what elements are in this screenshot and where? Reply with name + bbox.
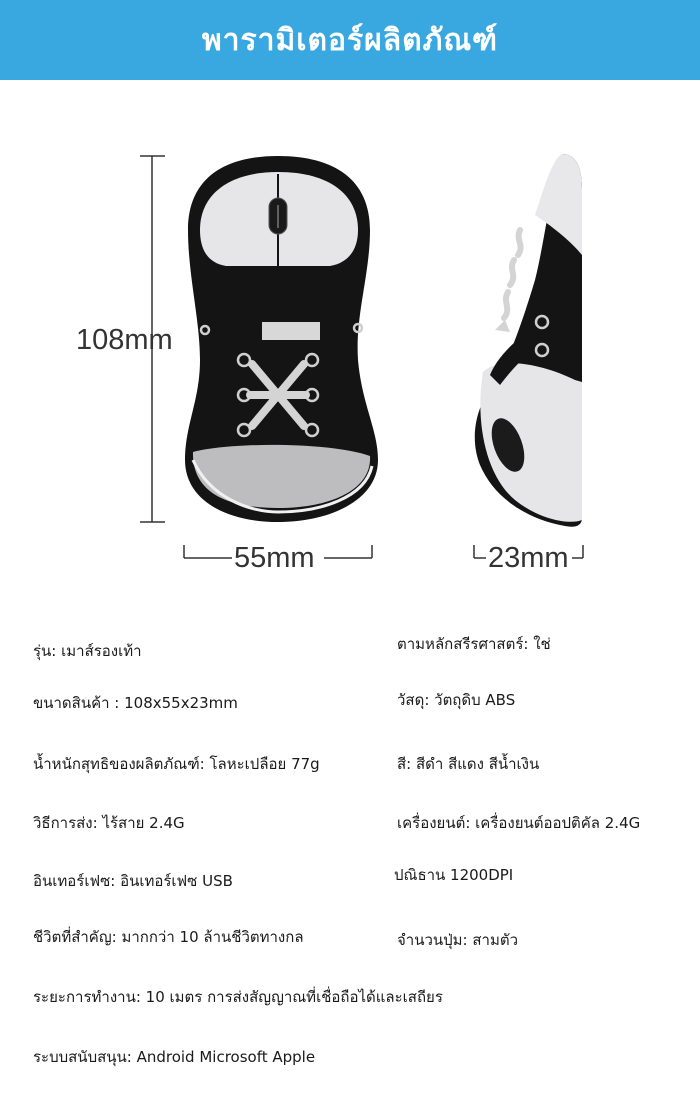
mouse-top-view (185, 156, 378, 522)
spec-engine: เครื่องยนต์: เครื่องยนต์ออปติคัล 2.4G (397, 814, 641, 832)
header-banner (0, 0, 700, 80)
product-dimension-figure (0, 80, 700, 600)
spec-model: รุ่น: เมาส์รองเท้า (33, 642, 142, 660)
width-label: 55mm (234, 542, 315, 574)
page-title: พารามิเตอร์ผลิตภัณฑ์ (201, 22, 499, 58)
spec-range: ระยะการทำงาน: 10 เมตร การส่งสัญญาณที่เชื่อถือได้และเสถียร (33, 988, 443, 1006)
spec-size: ขนาดสินค้า : 108x55x23mm (33, 694, 238, 712)
mouse-side-view (475, 154, 582, 527)
spec-net-weight: น้ำหนักสุทธิของผลิตภัณฑ์: โลหะเปลือย 77g (33, 755, 320, 773)
spec-material: วัสดุ: วัตถุดิบ ABS (397, 691, 516, 709)
depth-label: 23mm (488, 542, 569, 574)
spec-ergonomic: ตามหลักสรีรศาสตร์: ใช่ (397, 635, 551, 653)
spec-buttons: จำนวนปุ่ม: สามตัว (397, 931, 519, 949)
height-label: 108mm (76, 324, 173, 356)
spec-interface: อินเทอร์เฟซ: อินเทอร์เฟซ USB (33, 872, 233, 890)
spec-support: ระบบสนับสนุน: Android Microsoft Apple (33, 1048, 316, 1066)
spec-color: สี: สีดำ สีแดง สีน้ำเงิน (397, 755, 540, 773)
spec-key-life: ชีวิตที่สำคัญ: มากกว่า 10 ล้านชีวิตทางกล (33, 928, 304, 946)
spec-resolution: ปณิธาน 1200DPI (394, 866, 514, 884)
spec-transmission: วิธีการส่ง: ไร้สาย 2.4G (33, 814, 185, 832)
